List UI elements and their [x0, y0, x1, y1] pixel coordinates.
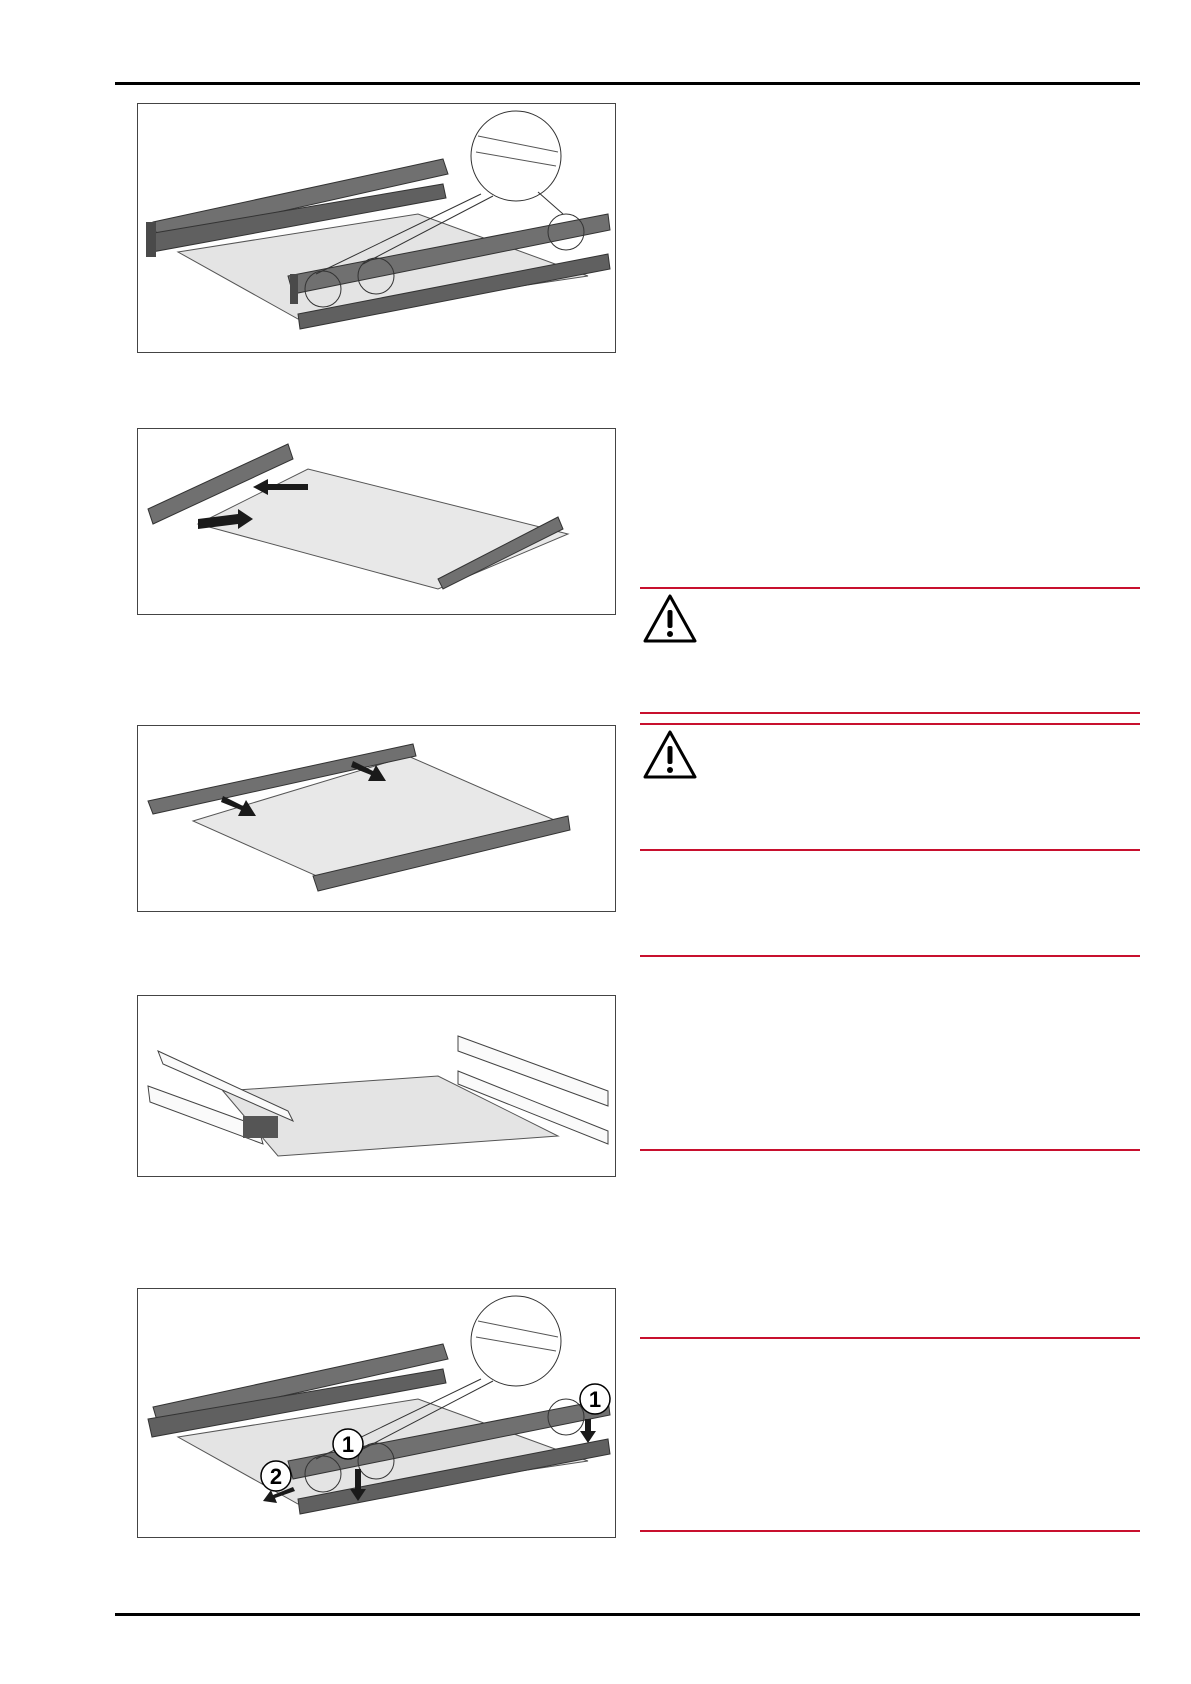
warning-top-rule [640, 587, 1140, 589]
figure-assembled [137, 995, 616, 1177]
header-rule [115, 82, 1140, 85]
callout-2 [261, 1461, 291, 1491]
footer-rule [115, 1613, 1140, 1616]
note-rule [640, 1149, 1140, 1151]
callout-1-left [333, 1429, 363, 1459]
figure-rails-steps [137, 1288, 616, 1538]
svg-text:1: 1 [588, 1387, 602, 1412]
figure-insert-rail [137, 428, 616, 615]
warning-triangle-icon [642, 593, 698, 645]
warning-bottom-rule [640, 712, 1140, 714]
note-rule [640, 1530, 1140, 1532]
svg-text:2: 2 [269, 1464, 283, 1489]
note-rule [640, 955, 1140, 957]
callout-1-right [580, 1384, 610, 1414]
warning-bottom-rule [640, 849, 1140, 851]
note-rule [640, 1337, 1140, 1339]
warning-top-rule [640, 723, 1140, 725]
figure-slide-rail [137, 725, 616, 912]
warning-triangle-icon [642, 729, 698, 781]
svg-text:1: 1 [341, 1432, 355, 1457]
figure-rails-detail [137, 103, 616, 353]
